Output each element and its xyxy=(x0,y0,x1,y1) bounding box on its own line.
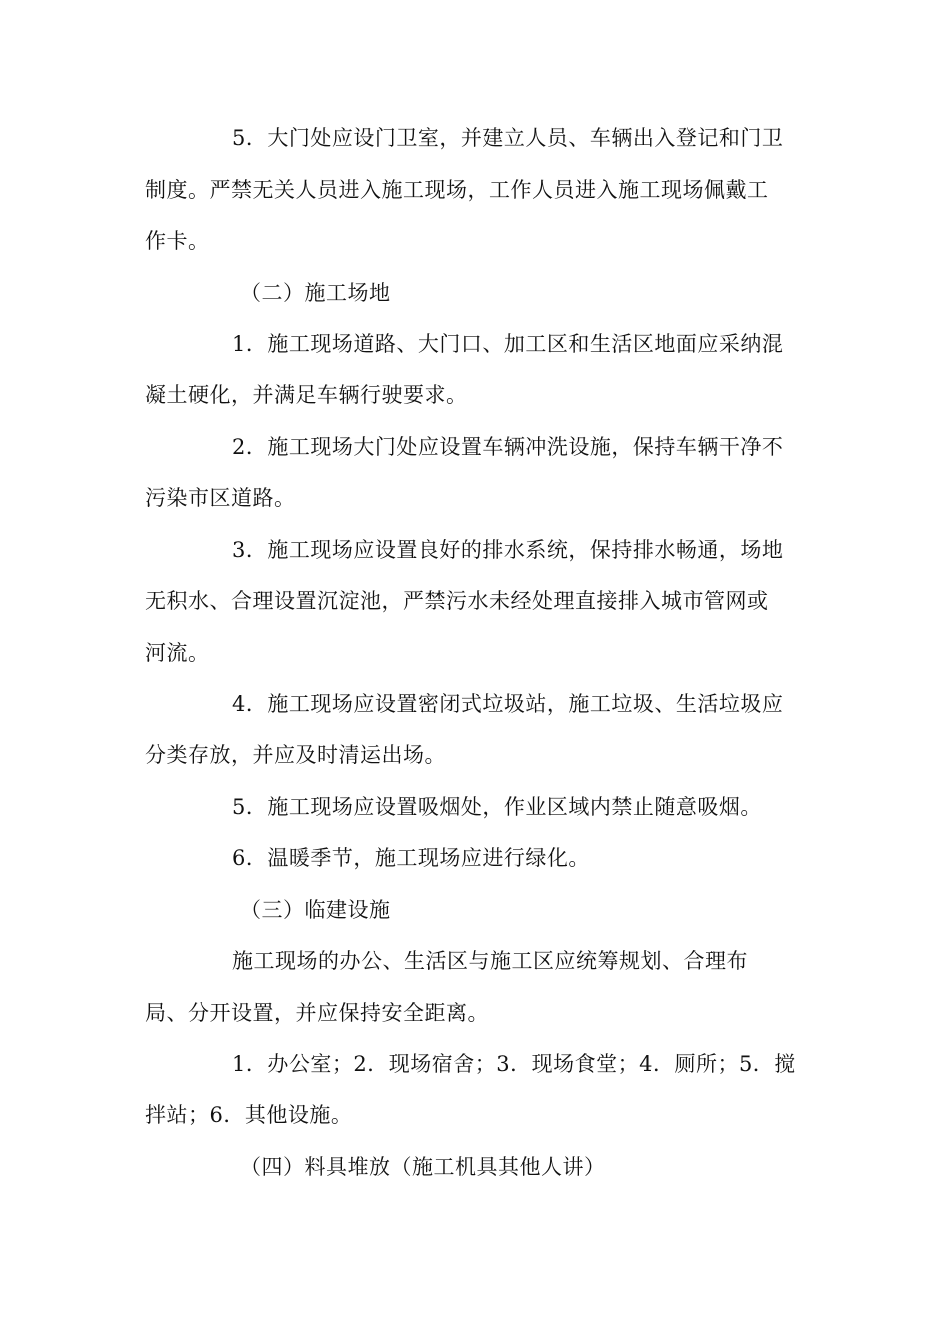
paragraph-garbage-line-1: 4．施工现场应设置密闭式垃圾站，施工垃圾、生活垃圾应 xyxy=(232,692,784,716)
paragraph-facility-list-line-2: 拌站；6．其他设施。 xyxy=(145,1103,353,1127)
section-heading-temporary-facilities: （三）临建设施 xyxy=(240,898,391,922)
paragraph-vehicle-wash-line-1: 2．施工现场大门处应设置车辆冲洗设施，保持车辆干净不 xyxy=(232,435,784,459)
paragraph-road-hardening-line-2: 凝土硬化，并满足车辆行驶要求。 xyxy=(145,383,468,407)
paragraph-garbage-line-2: 分类存放，并应及时清运出场。 xyxy=(145,743,446,767)
paragraph-gate-guard-line-3: 作卡。 xyxy=(145,229,210,253)
paragraph-vehicle-wash-line-2: 污染市区道路。 xyxy=(145,486,296,510)
section-heading-material-storage: （四）料具堆放（施工机具其他人讲） xyxy=(240,1155,606,1179)
paragraph-facility-list-line-1: 1．办公室；2．现场宿舍；3．现场食堂；4．厕所；5．搅 xyxy=(232,1052,796,1076)
paragraph-planning-line-2: 局、分开设置，并应保持安全距离。 xyxy=(145,1001,489,1025)
section-heading-site: （二）施工场地 xyxy=(240,281,391,305)
paragraph-smoking-area: 5．施工现场应设置吸烟处，作业区域内禁止随意吸烟。 xyxy=(232,795,762,819)
paragraph-gate-guard-line-2: 制度。严禁无关人员进入施工现场，工作人员进入施工现场佩戴工 xyxy=(145,178,769,202)
paragraph-drainage-line-2: 无积水、合理设置沉淀池，严禁污水未经处理直接排入城市管网或 xyxy=(145,589,769,613)
paragraph-gate-guard-line-1: 5．大门处应设门卫室，并建立人员、车辆出入登记和门卫 xyxy=(232,126,784,150)
paragraph-drainage-line-1: 3．施工现场应设置良好的排水系统，保持排水畅通，场地 xyxy=(232,538,784,562)
paragraph-greening: 6．温暖季节，施工现场应进行绿化。 xyxy=(232,846,590,870)
paragraph-drainage-line-3: 河流。 xyxy=(145,641,210,665)
paragraph-road-hardening-line-1: 1．施工现场道路、大门口、加工区和生活区地面应采纳混 xyxy=(232,332,784,356)
paragraph-planning-line-1: 施工现场的办公、生活区与施工区应统筹规划、合理布 xyxy=(232,949,748,973)
